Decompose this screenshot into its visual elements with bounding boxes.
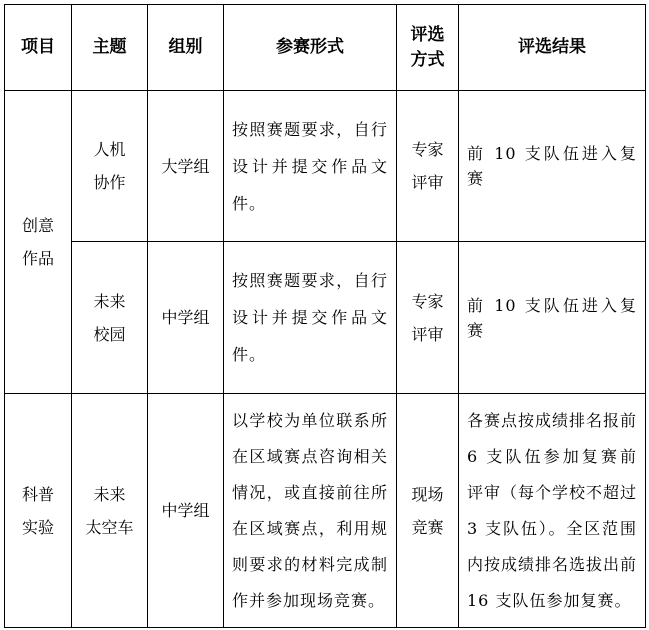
format-cell (224, 91, 397, 242)
header-result: 评选结果 (459, 5, 646, 91)
header-project: 项目 (5, 5, 72, 91)
result-cell (459, 242, 646, 394)
project-line1: 创意 (21, 216, 54, 235)
method-line2: 评审 (411, 324, 444, 344)
header-format: 参赛形式 (224, 5, 397, 91)
theme-line2: 太空车 (85, 517, 134, 537)
theme-line1: 未来 (93, 291, 126, 311)
header-group: 组别 (148, 5, 224, 91)
header-method-line2: 方式 (410, 49, 445, 70)
result-text: 前 10 支队伍进入复赛 (467, 144, 637, 188)
project-cell (5, 394, 72, 628)
format-text: 按照赛题要求，自行设计并提交作品文件。 (232, 271, 388, 364)
theme-line2: 校园 (93, 324, 126, 344)
result-cell (459, 394, 646, 628)
header-theme: 主题 (72, 5, 148, 91)
header-method (397, 5, 459, 91)
result-cell (459, 91, 646, 242)
format-text: 以学校为单位联系所在区域赛点咨询相关情况，或直接前往所在区域赛点，利用规则要求的材料完成制作并参加现场竞赛。 (232, 410, 388, 610)
method-line1: 专家 (411, 291, 444, 311)
method-line1: 现场 (411, 484, 444, 504)
project-line2: 作品 (21, 249, 54, 268)
result-text: 前 10 支队伍进入复赛 (467, 295, 637, 340)
method-line2: 评审 (411, 173, 444, 192)
group-cell: 大学组 (148, 91, 224, 242)
theme-cell (72, 91, 148, 242)
table-row (5, 394, 646, 628)
theme-cell (72, 394, 148, 628)
theme-line2: 协作 (93, 173, 126, 192)
format-text: 按照赛题要求，自行设计并提交作品文件。 (232, 119, 388, 213)
method-cell (397, 91, 459, 242)
method-cell (397, 394, 459, 628)
theme-line1: 未来 (93, 484, 126, 504)
method-line2: 竞赛 (411, 517, 444, 537)
table-row (5, 91, 646, 242)
competition-table (4, 4, 646, 628)
format-cell (224, 394, 397, 628)
theme-cell (72, 242, 148, 394)
method-line1: 专家 (411, 140, 444, 159)
result-text: 各赛点按成绩排名报前 6 支队伍参加复赛前评审（每个学校不超过 3 支队伍）。全区范围内按成绩排名选拔出前 16 支队伍参加复赛。 (467, 410, 638, 610)
theme-line1: 人机 (93, 140, 126, 159)
project-line1: 科普 (21, 484, 54, 504)
group-cell: 中学组 (148, 242, 224, 394)
group-cell: 中学组 (148, 394, 224, 628)
format-cell (224, 242, 397, 394)
project-cell (5, 91, 72, 394)
method-cell (397, 242, 459, 394)
project-line2: 实验 (21, 517, 54, 537)
table-row (5, 242, 646, 394)
header-row (5, 5, 646, 91)
header-method-line1: 评选 (410, 24, 445, 45)
